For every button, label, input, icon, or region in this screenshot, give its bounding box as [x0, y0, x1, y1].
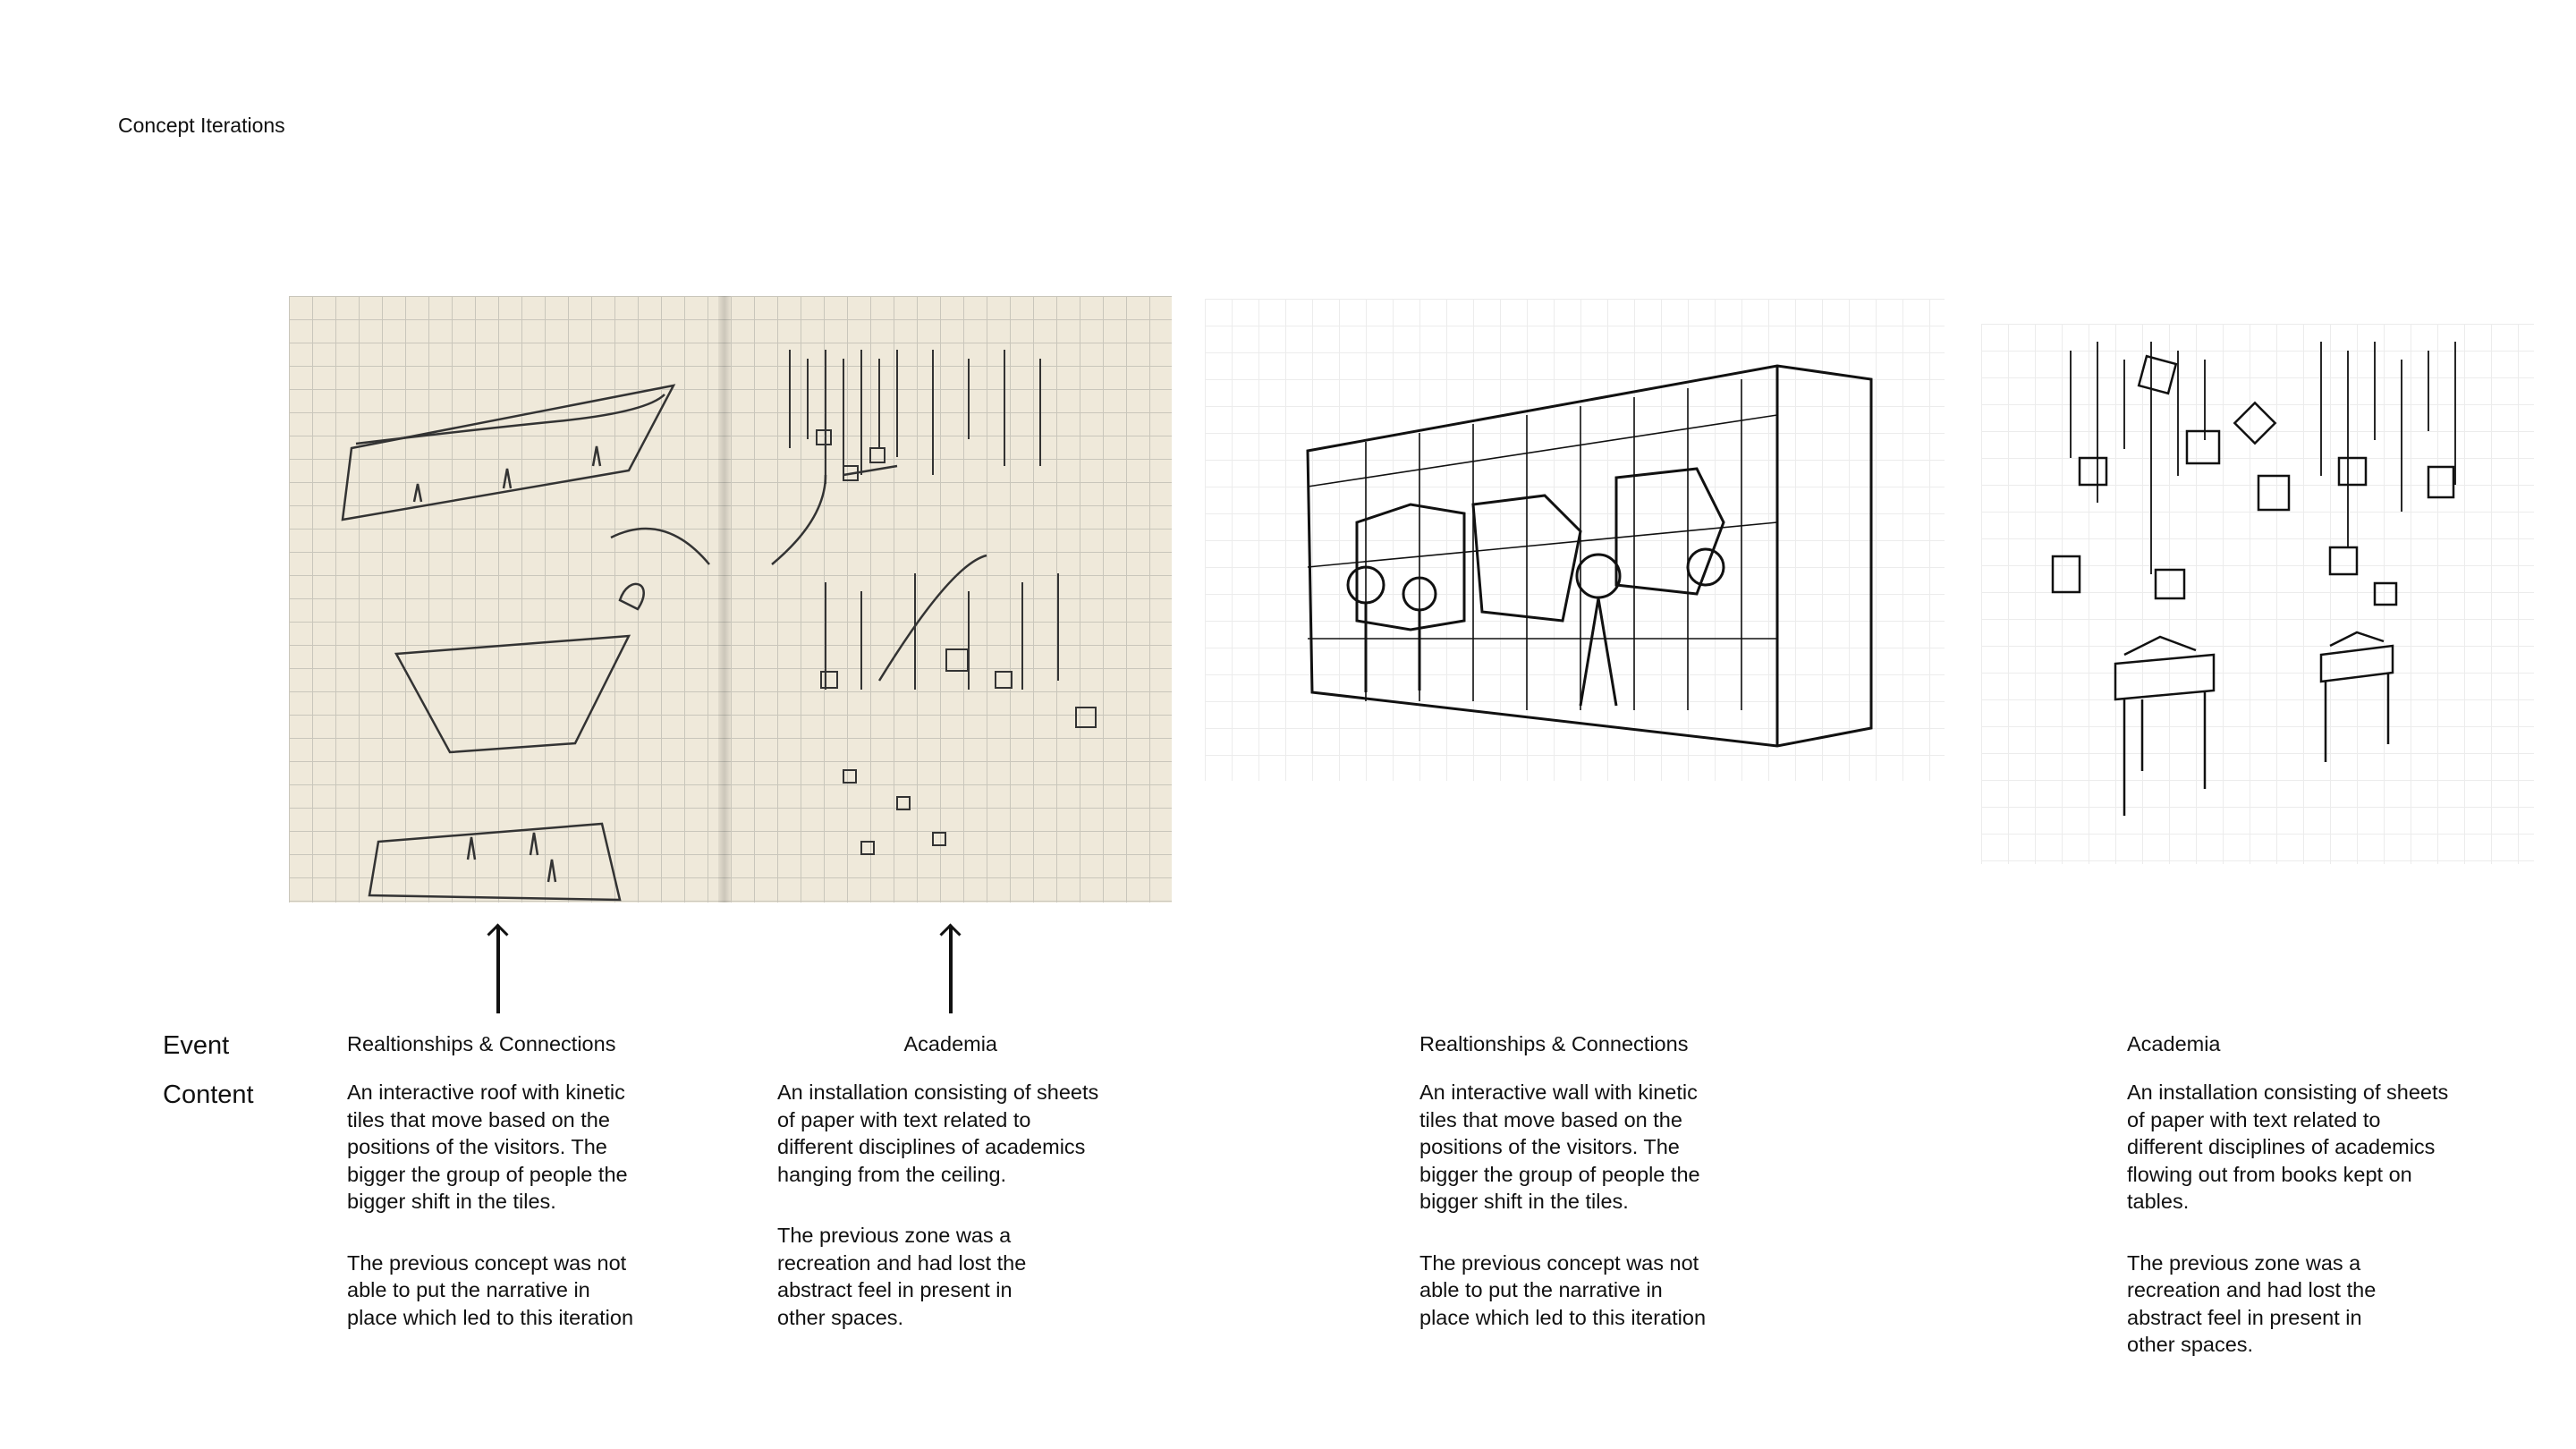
text-line: tables.: [2127, 1190, 2190, 1213]
text-line: hanging from the ceiling.: [777, 1162, 1007, 1186]
iteration-note: [1419, 1250, 1706, 1332]
text-line: recreation and had lost the: [2127, 1278, 2377, 1301]
iteration-note: [2127, 1250, 2448, 1359]
content-description: [777, 1079, 1098, 1188]
text-line: positions of the visitors. The: [347, 1135, 607, 1158]
text-line: The previous zone was a: [2127, 1250, 2361, 1275]
text-line: bigger shift in the tiles.: [347, 1190, 556, 1213]
text-line: other spaces.: [777, 1305, 904, 1329]
text-line: abstract feel in present in: [2127, 1305, 2362, 1329]
content-description: [347, 1079, 633, 1216]
text-line: other spaces.: [2127, 1333, 2254, 1356]
text-line: The previous concept was not: [347, 1250, 627, 1275]
text-line: bigger the group of people the: [347, 1162, 628, 1186]
arrow-up-icon: [949, 928, 953, 1013]
text-line: tiles that move based on the: [1419, 1107, 1682, 1131]
text-line: able to put the narrative in: [1419, 1278, 1663, 1301]
text-line: different disciplines of academics: [2127, 1135, 2436, 1158]
text-line: of paper with text related to: [777, 1107, 1031, 1131]
text-line: tiles that move based on the: [347, 1107, 610, 1131]
text-line: An installation consisting of sheets: [2127, 1080, 2449, 1104]
column-3: [1419, 1030, 1706, 1365]
text-line: able to put the narrative in: [347, 1278, 590, 1301]
event-heading: Realtionships & Connections: [1419, 1032, 1689, 1055]
iteration-note: [347, 1250, 633, 1332]
content-description: [2127, 1079, 2448, 1216]
text-line: different disciplines of academics: [777, 1135, 1086, 1158]
page-title: Concept Iterations: [118, 114, 285, 137]
text-line: An installation consisting of sheets: [777, 1080, 1099, 1104]
text-line: An interactive roof with kinetic: [347, 1080, 625, 1104]
hanging-papers-drawing: [1981, 324, 2534, 864]
event-heading: Academia: [2127, 1032, 2221, 1055]
text-line: The previous concept was not: [1419, 1250, 1699, 1275]
text-line: An interactive wall with kinetic: [1419, 1080, 1698, 1104]
text-line: The previous zone was a: [777, 1224, 1012, 1247]
kinetic-wall-drawing: [1205, 299, 1945, 781]
wall-sketch: [1205, 299, 1945, 781]
roof-and-paper-sketch: [289, 296, 1172, 902]
content-description: [1419, 1079, 1706, 1216]
row-label-content: Content: [163, 1080, 254, 1109]
event-heading: Academia: [903, 1032, 997, 1055]
text-line: recreation and had lost the: [777, 1250, 1027, 1275]
text-line: bigger shift in the tiles.: [1419, 1190, 1629, 1213]
text-line: positions of the visitors. The: [1419, 1135, 1680, 1158]
text-line: flowing out from books kept on: [2127, 1162, 2412, 1186]
column-1: [347, 1030, 633, 1365]
text-line: place which led to this iteration: [1419, 1305, 1707, 1329]
text-line: place which led to this iteration: [347, 1305, 634, 1329]
hanging-papers-sketch: [1981, 324, 2534, 864]
column-2: [777, 1030, 1098, 1365]
event-heading: Realtionships & Connections: [347, 1032, 616, 1055]
notebook-sketch-photo: [289, 296, 1172, 902]
row-label-event: Event: [163, 1031, 230, 1060]
arrow-up-icon: [496, 928, 500, 1013]
text-line: of paper with text related to: [2127, 1107, 2381, 1131]
text-line: abstract feel in present in: [777, 1278, 1013, 1301]
text-line: bigger the group of people the: [1419, 1162, 1700, 1186]
iteration-note: [777, 1222, 1098, 1331]
column-4: [2127, 1030, 2448, 1393]
